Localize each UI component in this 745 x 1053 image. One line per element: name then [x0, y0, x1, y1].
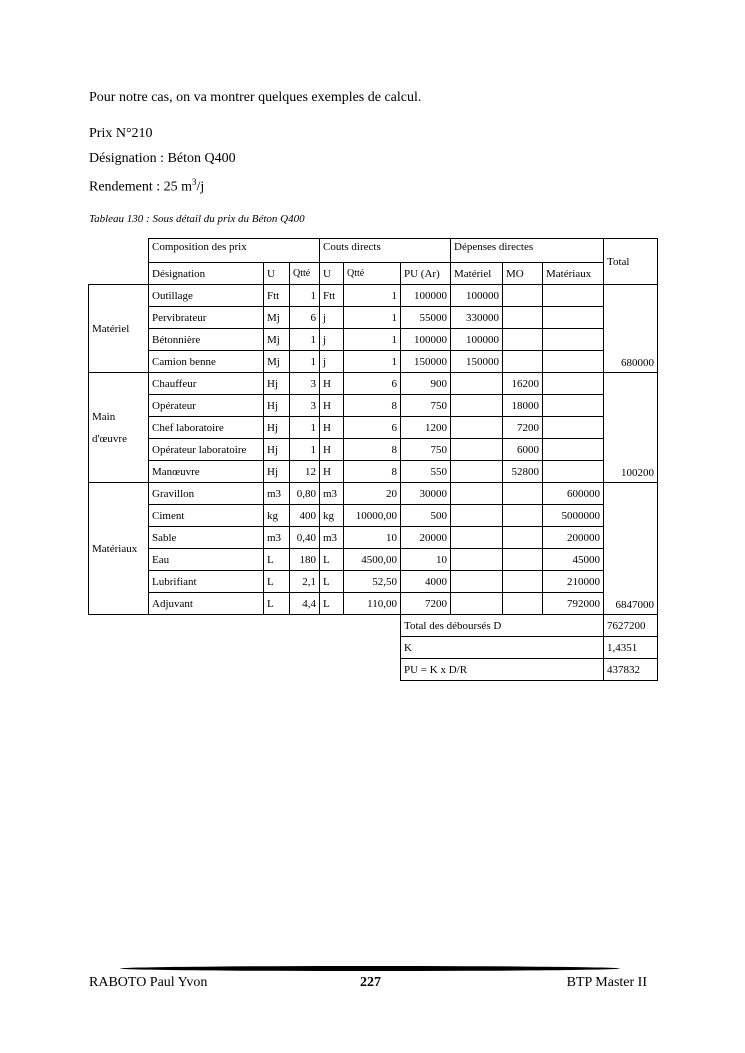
table-row: [89, 483, 658, 505]
cell-u: L: [264, 571, 290, 593]
header-composition: Composition des prix: [149, 239, 320, 263]
price-table: [88, 238, 658, 681]
summary-value: 1,4351: [604, 637, 658, 659]
summary-value: 437832: [604, 659, 658, 681]
header-materiel: Matériel: [451, 263, 503, 285]
cell-u2: L: [320, 571, 344, 593]
cell-pu: 900: [401, 373, 451, 395]
summary-label: K: [401, 637, 604, 659]
cell-u: m3: [264, 527, 290, 549]
header-u2: U: [320, 263, 344, 285]
cell-designation: Chauffeur: [149, 373, 264, 395]
table-row: [89, 285, 658, 307]
cell-u2: m3: [320, 483, 344, 505]
header-materiaux: Matériaux: [543, 263, 604, 285]
summary-value: 7627200: [604, 615, 658, 637]
cell-u: Hj: [264, 417, 290, 439]
header-row-2: [89, 263, 658, 285]
cell-materiaux: [543, 395, 604, 417]
cell-materiel: [451, 373, 503, 395]
cell-u2: H: [320, 373, 344, 395]
footer-page-number: 227: [360, 975, 381, 990]
cell-qtte2: 1: [344, 285, 401, 307]
group-main-line2: d'œuvre: [92, 432, 127, 445]
header-depenses: Dépenses directes: [451, 239, 604, 263]
cell-pu: 550: [401, 461, 451, 483]
cell-qtte2: 4500,00: [344, 549, 401, 571]
cell-qtte: 3: [290, 395, 320, 417]
group-main-line1: Main: [92, 410, 116, 423]
cell-pu: 7200: [401, 593, 451, 615]
cell-materiaux: [543, 329, 604, 351]
cell-qtte: 3: [290, 373, 320, 395]
cell-qtte: 2,1: [290, 571, 320, 593]
cell-materiel: 100000: [451, 285, 503, 307]
designation-line: Désignation : Béton Q400: [89, 151, 236, 166]
cell-pu: 20000: [401, 527, 451, 549]
cell-u: Ftt: [264, 285, 290, 307]
cell-qtte: 1: [290, 329, 320, 351]
cell-materiel: [451, 505, 503, 527]
cell-mo: [503, 505, 543, 527]
header-couts: Couts directs: [320, 239, 451, 263]
cell-materiaux: 5000000: [543, 505, 604, 527]
table-row: [89, 439, 658, 461]
table-row: [89, 395, 658, 417]
cell-u: Hj: [264, 439, 290, 461]
cell-mo: [503, 285, 543, 307]
cell-u2: H: [320, 439, 344, 461]
cell-qtte: 1: [290, 439, 320, 461]
cell-u2: j: [320, 307, 344, 329]
cell-materiel: [451, 571, 503, 593]
cell-materiaux: [543, 439, 604, 461]
footer-course: BTP Master II: [566, 975, 647, 990]
cell-u: L: [264, 549, 290, 571]
cell-mo: 6000: [503, 439, 543, 461]
cell-pu: 100000: [401, 285, 451, 307]
header-qtte2: Qtté: [344, 263, 401, 285]
cell-pu: 750: [401, 439, 451, 461]
rendement-sup: 3: [192, 177, 197, 187]
cell-materiel: 150000: [451, 351, 503, 373]
cell-mo: 18000: [503, 395, 543, 417]
table-row: [89, 505, 658, 527]
group-materiel: Matériel: [89, 285, 149, 373]
cell-pu: 100000: [401, 329, 451, 351]
intro-text: Pour notre cas, on va montrer quelques exemples de calcul.: [89, 90, 422, 105]
table-row: [89, 329, 658, 351]
cell-u: kg: [264, 505, 290, 527]
cell-qtte2: 8: [344, 439, 401, 461]
cell-materiaux: [543, 373, 604, 395]
cell-materiaux: [543, 351, 604, 373]
cell-u2: H: [320, 395, 344, 417]
cell-u2: H: [320, 417, 344, 439]
cell-u2: Ftt: [320, 285, 344, 307]
cell-designation: Sable: [149, 527, 264, 549]
cell-qtte2: 8: [344, 395, 401, 417]
rendement-text: Rendement : 25 m: [89, 179, 193, 195]
cell-designation: Eau: [149, 549, 264, 571]
cell-qtte2: 6: [344, 373, 401, 395]
cell-u2: H: [320, 461, 344, 483]
cell-materiaux: [543, 417, 604, 439]
cell-qtte: 400: [290, 505, 320, 527]
cell-mo: [503, 329, 543, 351]
group-main-oeuvre: [89, 373, 149, 483]
header-designation: Désignation: [149, 263, 264, 285]
cell-u: Hj: [264, 461, 290, 483]
header-mo: MO: [503, 263, 543, 285]
cell-materiel: 100000: [451, 329, 503, 351]
cell-materiaux: 200000: [543, 527, 604, 549]
cell-materiel: [451, 549, 503, 571]
summary-label: PU = K x D/R: [401, 659, 604, 681]
cell-pu: 150000: [401, 351, 451, 373]
cell-designation: Manœuvre: [149, 461, 264, 483]
cell-materiel: [451, 395, 503, 417]
cell-qtte: 1: [290, 417, 320, 439]
cell-u2: kg: [320, 505, 344, 527]
cell-materiel: [451, 439, 503, 461]
cell-qtte: 6: [290, 307, 320, 329]
header-qtte: Qtté: [290, 263, 320, 285]
cell-mo: 16200: [503, 373, 543, 395]
cell-designation: Bétonnière: [149, 329, 264, 351]
cell-u: Mj: [264, 351, 290, 373]
cell-u: Hj: [264, 395, 290, 417]
cell-pu: 55000: [401, 307, 451, 329]
footer-divider: [120, 966, 620, 971]
table-row: [89, 593, 658, 615]
header-u: U: [264, 263, 290, 285]
cell-qtte: 12: [290, 461, 320, 483]
cell-u: m3: [264, 483, 290, 505]
cell-materiaux: [543, 285, 604, 307]
table-caption: Tableau 130 : Sous détail du prix du Béton Q400: [89, 213, 305, 225]
cell-materiaux: 600000: [543, 483, 604, 505]
total-materiaux: 6847000: [604, 483, 658, 615]
cell-materiel: [451, 483, 503, 505]
cell-materiaux: 210000: [543, 571, 604, 593]
cell-u2: L: [320, 593, 344, 615]
cell-designation: Opérateur laboratoire: [149, 439, 264, 461]
cell-mo: [503, 593, 543, 615]
cell-qtte: 0,80: [290, 483, 320, 505]
cell-pu: 1200: [401, 417, 451, 439]
cell-pu: 750: [401, 395, 451, 417]
cell-pu: 4000: [401, 571, 451, 593]
cell-materiaux: 45000: [543, 549, 604, 571]
table-row: [89, 461, 658, 483]
cell-qtte2: 52,50: [344, 571, 401, 593]
header-total: Total: [604, 239, 658, 285]
table-row: [89, 351, 658, 373]
cell-qtte: 4,4: [290, 593, 320, 615]
table-row: [89, 527, 658, 549]
cell-u: Hj: [264, 373, 290, 395]
prix-number: Prix N°210: [89, 126, 153, 141]
cell-materiel: 330000: [451, 307, 503, 329]
group-materiaux: Matériaux: [89, 483, 149, 615]
table-row: [89, 373, 658, 395]
header-row-1: [89, 239, 658, 263]
cell-u2: j: [320, 351, 344, 373]
cell-qtte2: 110,00: [344, 593, 401, 615]
cell-u2: m3: [320, 527, 344, 549]
cell-mo: [503, 527, 543, 549]
cell-designation: Camion benne: [149, 351, 264, 373]
cell-mo: [503, 483, 543, 505]
rendement-unit: /j: [196, 179, 205, 195]
cell-designation: Gravillon: [149, 483, 264, 505]
summary-row: [89, 659, 658, 681]
cell-materiel: [451, 417, 503, 439]
cell-u: Mj: [264, 329, 290, 351]
cell-qtte: 1: [290, 351, 320, 373]
cell-qtte: 180: [290, 549, 320, 571]
cell-designation: Opérateur: [149, 395, 264, 417]
cell-designation: Pervibrateur: [149, 307, 264, 329]
cell-qtte2: 1: [344, 307, 401, 329]
cell-qtte2: 8: [344, 461, 401, 483]
rendement-line: [89, 177, 204, 196]
table-row: [89, 307, 658, 329]
cell-u: Mj: [264, 307, 290, 329]
cell-qtte: 0,40: [290, 527, 320, 549]
cell-u2: L: [320, 549, 344, 571]
cell-pu: 30000: [401, 483, 451, 505]
cell-mo: [503, 571, 543, 593]
cell-u2: j: [320, 329, 344, 351]
table-row: [89, 417, 658, 439]
summary-row: [89, 637, 658, 659]
cell-qtte2: 10: [344, 527, 401, 549]
cell-materiel: [451, 461, 503, 483]
cell-designation: Adjuvant: [149, 593, 264, 615]
cell-materiaux: [543, 307, 604, 329]
table-row: [89, 571, 658, 593]
cell-u: L: [264, 593, 290, 615]
cell-qtte2: 1: [344, 351, 401, 373]
cell-materiaux: 792000: [543, 593, 604, 615]
cell-mo: 7200: [503, 417, 543, 439]
total-materiel: 680000: [604, 285, 658, 373]
table-row: [89, 549, 658, 571]
cell-mo: [503, 549, 543, 571]
cell-designation: Outillage: [149, 285, 264, 307]
footer-author: RABOTO Paul Yvon: [89, 975, 208, 990]
cell-materiel: [451, 527, 503, 549]
header-pu: PU (Ar): [401, 263, 451, 285]
cell-mo: [503, 351, 543, 373]
cell-qtte2: 10000,00: [344, 505, 401, 527]
summary-row: [89, 615, 658, 637]
cell-qtte2: 1: [344, 329, 401, 351]
cell-mo: 52800: [503, 461, 543, 483]
summary-label: Total des déboursés D: [401, 615, 604, 637]
cell-designation: Ciment: [149, 505, 264, 527]
cell-designation: Lubrifiant: [149, 571, 264, 593]
total-main-oeuvre: 100200: [604, 373, 658, 483]
cell-materiaux: [543, 461, 604, 483]
cell-designation: Chef laboratoire: [149, 417, 264, 439]
cell-qtte2: 6: [344, 417, 401, 439]
cell-materiel: [451, 593, 503, 615]
cell-mo: [503, 307, 543, 329]
cell-qtte2: 20: [344, 483, 401, 505]
cell-pu: 500: [401, 505, 451, 527]
cell-pu: 10: [401, 549, 451, 571]
cell-qtte: 1: [290, 285, 320, 307]
